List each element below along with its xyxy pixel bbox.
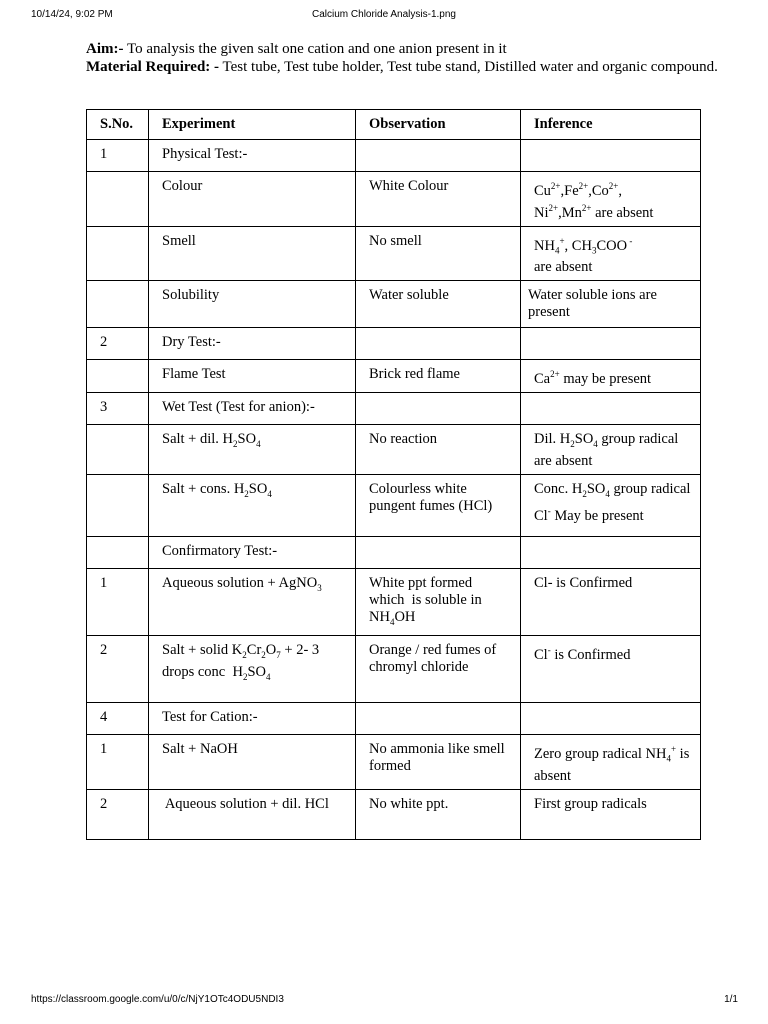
cell-sno <box>87 281 149 328</box>
header-observation: Observation <box>356 110 521 140</box>
cell-experiment: Aqueous solution + AgNO$_3$ <box>149 569 356 636</box>
cell-section-title: Dry Test:- <box>149 328 356 360</box>
material-label: Material Required: - <box>86 59 220 75</box>
cell-observation: Brick red flame <box>356 360 521 393</box>
cell-inference: First group radicals <box>521 789 701 839</box>
cell-experiment: Salt + dil. $H_2SO_4$ <box>149 425 356 475</box>
cell-experiment: Aqueous solution + dil. HCl <box>149 789 356 839</box>
cell-sno <box>87 226 149 281</box>
analysis-table <box>86 109 701 840</box>
intro-section <box>86 40 726 76</box>
material-text: Test tube, Test tube holder, Test tube stand, Distilled water and organic compound. <box>219 59 718 75</box>
cell-observation: White ppt formed which is soluble in $NH_4OH$ <box>356 569 521 636</box>
table-row <box>87 537 701 569</box>
cell-inference: Water soluble ions are present <box>521 281 701 328</box>
cell-sno <box>87 475 149 537</box>
cell-inference: $Ca^{2+}$ may be present <box>521 360 701 393</box>
aim-text: To analysis the given salt one cation and one anion present in it <box>123 41 507 57</box>
cell-observation <box>356 702 521 734</box>
print-datetime: 10/14/24, 9:02 PM <box>31 9 113 20</box>
table-row <box>87 475 701 537</box>
cell-inference <box>521 702 701 734</box>
cell-observation: Colourless white pungent fumes (HCl) <box>356 475 521 537</box>
cell-observation <box>356 537 521 569</box>
cell-section-title: Physical Test:- <box>149 140 356 172</box>
cell-sno: 1 <box>87 734 149 789</box>
cell-experiment: Solubility <box>149 281 356 328</box>
page-count: 1/1 <box>724 994 738 1005</box>
table-row <box>87 702 701 734</box>
cell-observation: No reaction <box>356 425 521 475</box>
cell-sno <box>87 537 149 569</box>
cell-section-title: Wet Test (Test for anion):- <box>149 393 356 425</box>
table-row <box>87 281 701 328</box>
document-title: Calcium Chloride Analysis-1.png <box>312 9 456 20</box>
cell-inference <box>521 537 701 569</box>
table-row <box>87 140 701 172</box>
cell-experiment: Salt + solid $K_2Cr_2O_7 + 2-$ 3 drops conc $H_2SO_4$ <box>149 635 356 702</box>
cell-sno: 2 <box>87 328 149 360</box>
table-row <box>87 734 701 789</box>
cell-inference <box>521 328 701 360</box>
cell-observation <box>356 328 521 360</box>
cell-inference <box>521 140 701 172</box>
table-row <box>87 328 701 360</box>
cell-sno <box>87 360 149 393</box>
cell-sno: 3 <box>87 393 149 425</box>
table-row <box>87 226 701 281</box>
cell-sno: 1 <box>87 569 149 636</box>
header-experiment: Experiment <box>149 110 356 140</box>
cell-observation: No white ppt. <box>356 789 521 839</box>
header-sno: S.No. <box>87 110 149 140</box>
cell-inference: $Cu^{2+},Fe^{2+},Co^{2+}$, $Ni^{2+},Mn^{2+}$ are absent <box>521 172 701 227</box>
table-row <box>87 393 701 425</box>
cell-inference <box>521 393 701 425</box>
cell-inference: Dil. $H_2SO_4$ group radical are absent <box>521 425 701 475</box>
table-row <box>87 360 701 393</box>
table-header-row <box>87 110 701 140</box>
table-row <box>87 172 701 227</box>
cell-experiment: Flame Test <box>149 360 356 393</box>
cell-sno: 4 <box>87 702 149 734</box>
table-row <box>87 569 701 636</box>
page-url: https://classroom.google.com/u/0/c/NjY1OTc4ODU5NDI3 <box>31 994 284 1005</box>
cell-observation: White Colour <box>356 172 521 227</box>
cell-inference: Cl- is Confirmed <box>521 635 701 702</box>
cell-sno: 2 <box>87 789 149 839</box>
cell-sno <box>87 172 149 227</box>
cell-observation: Water soluble <box>356 281 521 328</box>
cell-observation <box>356 140 521 172</box>
cell-inference: Conc. $H_2SO_4$ group radical Cl- May be present <box>521 475 701 537</box>
cell-experiment: Colour <box>149 172 356 227</box>
cell-section-title: Test for Cation:- <box>149 702 356 734</box>
cell-inference: $NH_4^+$, $CH_3COO$ - are absent <box>521 226 701 281</box>
header-inference: Inference <box>521 110 701 140</box>
aim-label: Aim:- <box>86 41 124 57</box>
cell-observation <box>356 393 521 425</box>
table-row <box>87 635 701 702</box>
table-row <box>87 789 701 839</box>
cell-observation: Orange / red fumes of chromyl chloride <box>356 635 521 702</box>
cell-sno: 1 <box>87 140 149 172</box>
cell-experiment: Salt + cons. $H_2SO_4$ <box>149 475 356 537</box>
cell-inference: Zero group radical $NH_4^+$ is absent <box>521 734 701 789</box>
cell-inference: Cl- is Confirmed <box>521 569 701 636</box>
aim-line <box>86 40 726 58</box>
cell-sno <box>87 425 149 475</box>
material-line <box>86 58 726 76</box>
cell-section-title: Confirmatory Test:- <box>149 537 356 569</box>
cell-observation: No smell <box>356 226 521 281</box>
table-row <box>87 425 701 475</box>
cell-observation: No ammonia like smell formed <box>356 734 521 789</box>
cell-experiment: Smell <box>149 226 356 281</box>
cell-experiment: Salt + NaOH <box>149 734 356 789</box>
cell-sno: 2 <box>87 635 149 702</box>
